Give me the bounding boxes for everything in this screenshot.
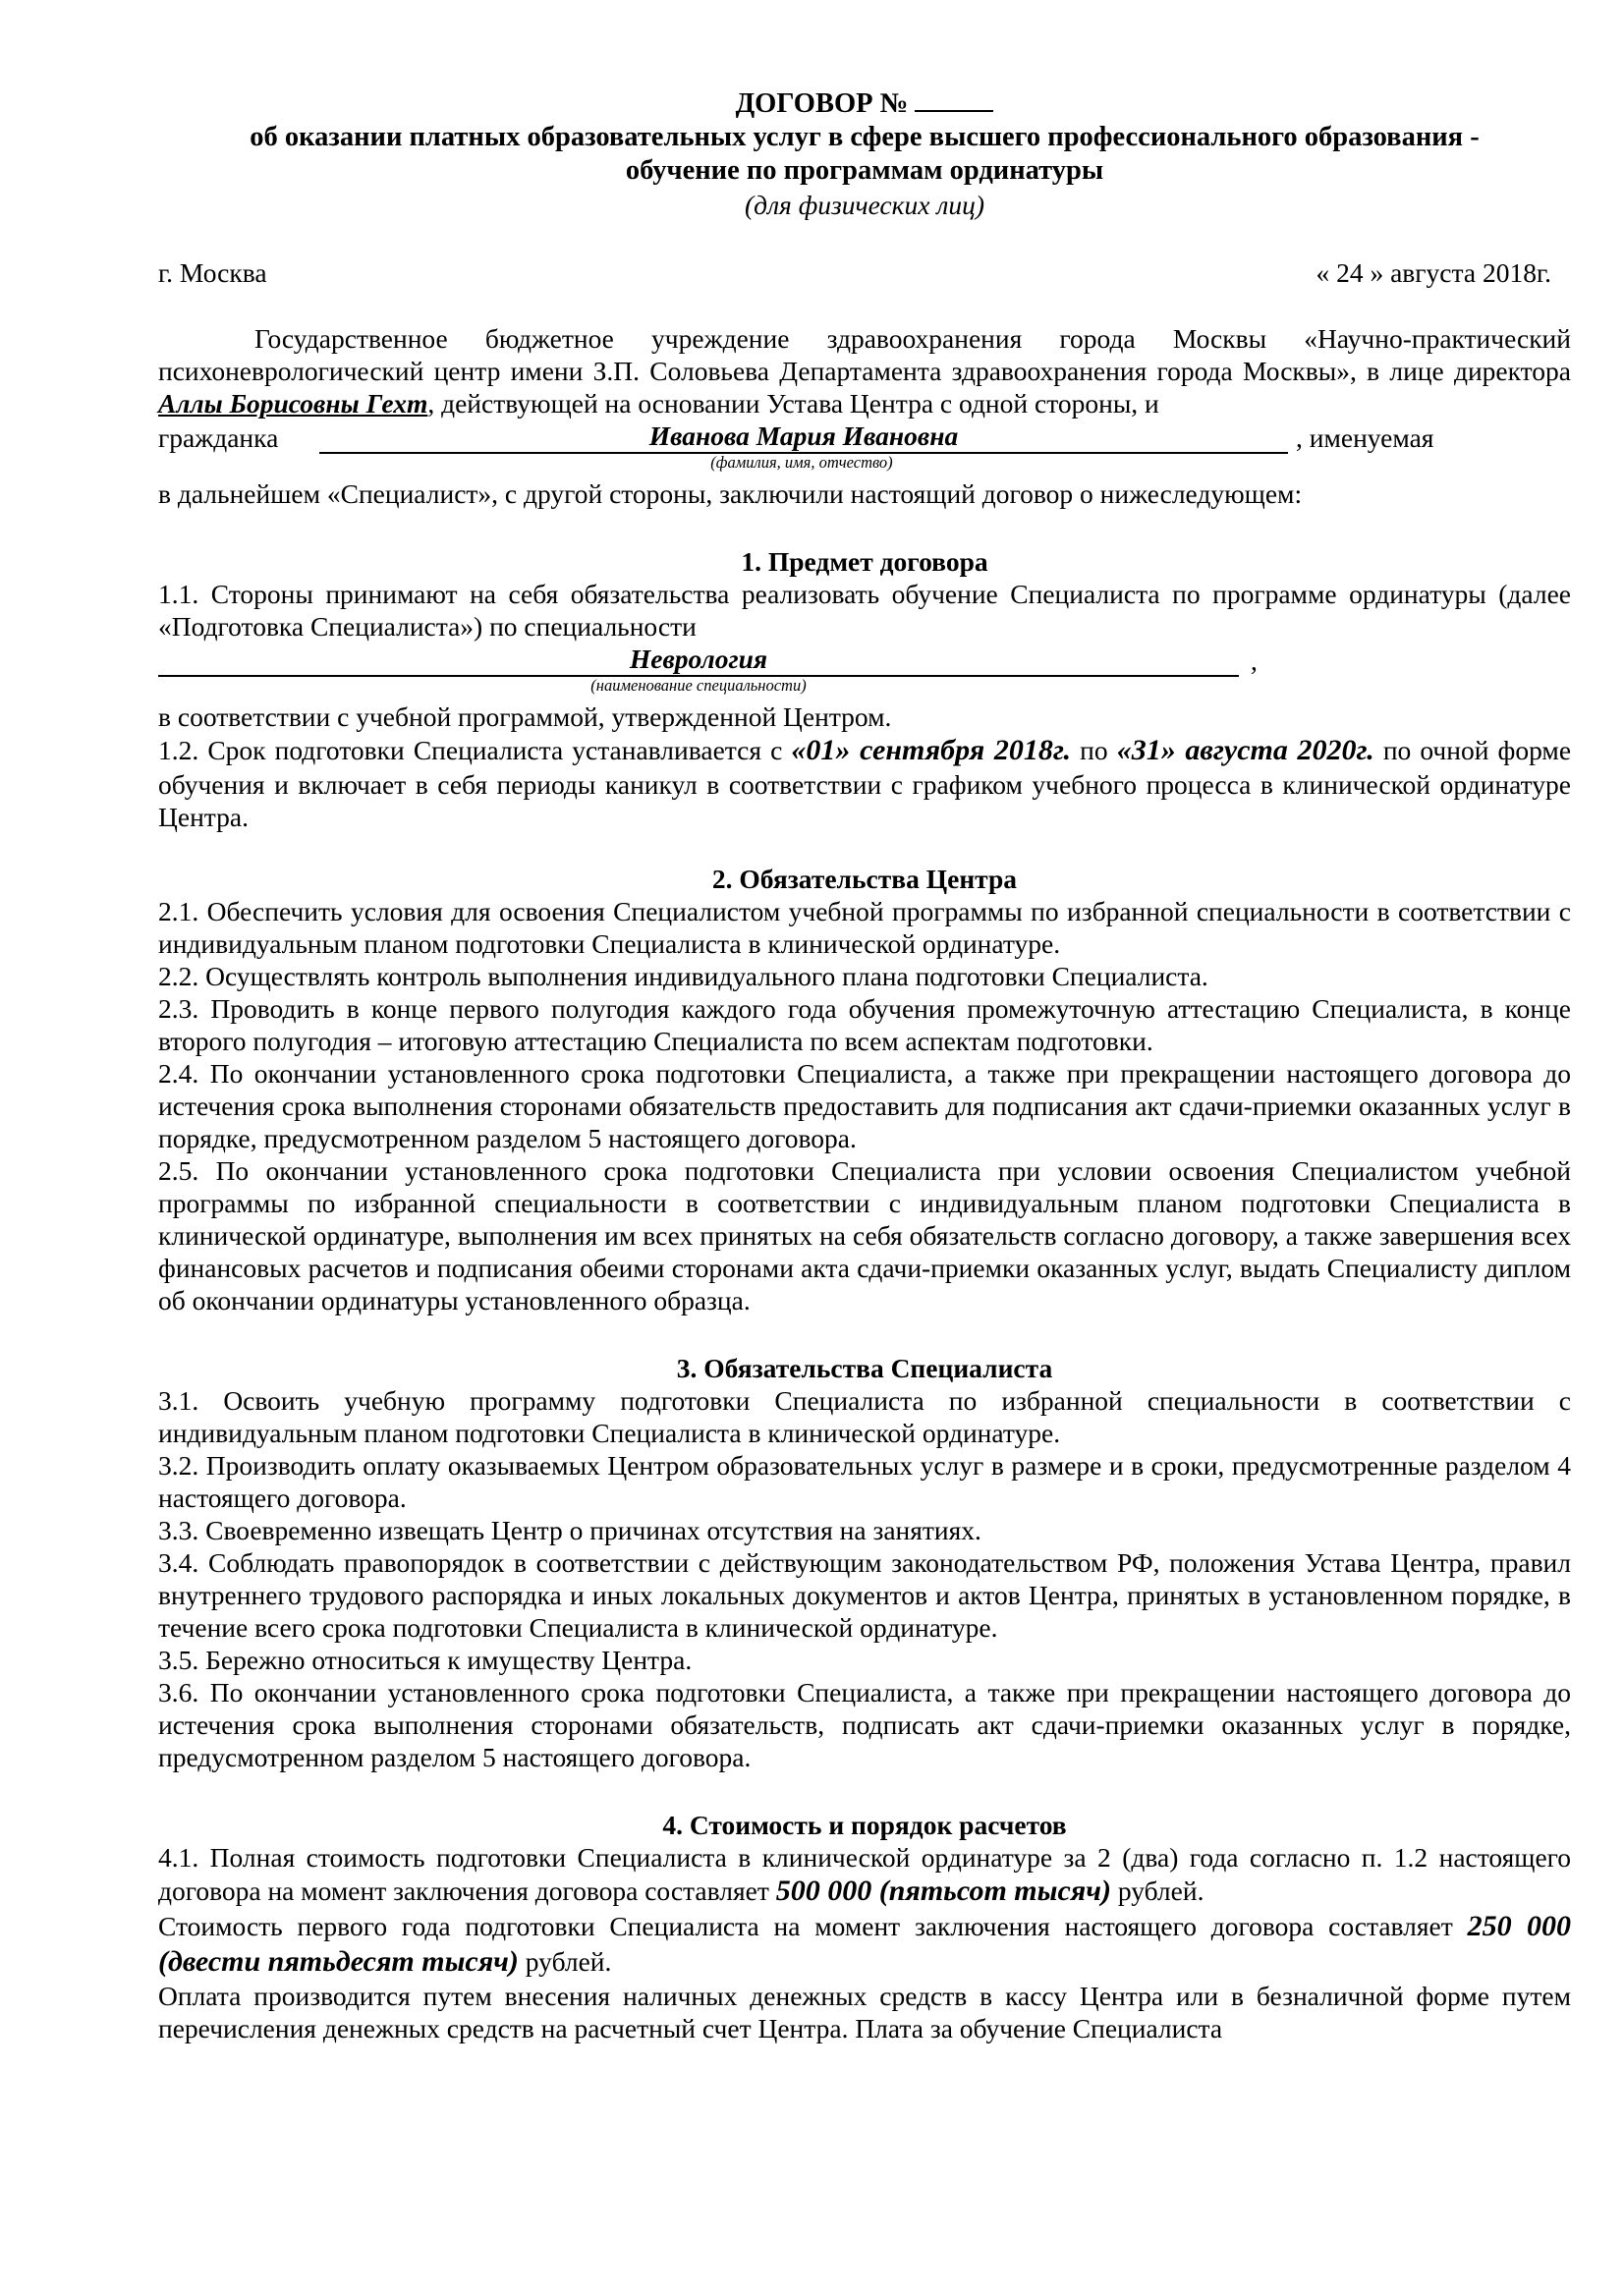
clause-2-4: 2.4. По окончании установленного срока подготовки Специалиста, а также при прекращении настоящего договора до истечения срока выполнения сторонами обязательств предоставить для подписания акт сдачи-приемки оказанных услуг в порядке, предусмотренном разделом 5 настоящего договора.	[158, 1057, 1571, 1153]
clause-4-1-b: Стоимость первого года подготовки Специалиста на момент заключения настоящего договора составляет 250 000 (двести пятьдесят тысяч) рублей.	[158, 1909, 1572, 1978]
citizen-row	[158, 420, 1571, 454]
clause-2-2: 2.2. Осуществлять контроль выполнения индивидуального плана подготовки Специалиста.	[158, 960, 1208, 991]
clause-3-1: 3.1. Освоить учебную программу подготовки Специалиста по избранной специальности в соответствии с индивидуальным планом подготовки Специалиста в клинической ординатуре.	[158, 1384, 1571, 1448]
preamble-end: в дальнейшем «Специалист», с другой стороны, заключили настоящий договор о нижеследующем:	[158, 477, 1303, 509]
citizen-caption: (фамилия, имя, отчество)	[710, 452, 893, 472]
contract-subtitle-2: обучение по программам ординатуры	[625, 155, 1104, 187]
total-cost: 500 000 (пятьсот тысяч)	[775, 1874, 1111, 1907]
clause-4-1: 4.1. Полная стоимость подготовки Специалиста в клинической ординатуре за 2 (два) года согласно п. 1.2 настоящего договора на момент заключения договора составляет 500 000 (пятьсот тысяч) рублей.	[158, 1841, 1571, 1907]
contract-number-blank	[915, 86, 993, 112]
citizen-suffix: , именуемая	[1296, 421, 1434, 453]
preamble-paragraph: Государственное бюджетное учреждение здравоохранения города Москвы «Научно-практический психоневрологический центр имени З.П. Соловьева Департамента здравоохранения города Москвы», в лице директора Аллы Борисовны Гехт, действующей на основании Устава Центра с одной стороны, и	[158, 322, 1571, 419]
contract-subtitle-1: об оказании платных образовательных услуг в сфере высшего профессионального образования -	[250, 122, 1480, 153]
specialty-row: Неврология ,	[158, 643, 1571, 677]
contract-subtitle-3: (для физических лиц)	[745, 189, 984, 220]
end-date: «31» августа 2020г.	[1116, 733, 1374, 766]
city: г. Москва	[158, 256, 267, 288]
citizen-name-field: Иванова Мария Ивановна	[319, 420, 1288, 454]
clause-2-5: 2.5. По окончании установленного срока подготовки Специалиста при условии освоения Специалистом учебной программы по избранной специальности в соответствии с индивидуальным планом подготовки Специалиста в клинической ординатуре, выполнения им всех принятых на себя обязательств согласно договору, а также завершения всех финансовых расчетов и подписания обеими сторонами акта сдачи-приемки оказанных услуг, выдать Специалисту диплом об окончании ординатуры установленного образца.	[158, 1154, 1571, 1315]
clause-4-1-c: Оплата производится путем внесения наличных денежных средств в кассу Центра или в безналичной форме путем перечисления денежных средств на расчетный счет Центра. Плата за обучение Специалиста	[158, 1980, 1571, 2043]
clause-3-3: 3.3. Своевременно извещать Центр о причинах отсутствия на занятиях.	[158, 1514, 981, 1545]
clause-1-1-end: в соответствии с учебной программой, утвержденной Центром.	[158, 700, 892, 732]
year-cost: 250 000 (двести пятьдесят тысяч)	[158, 1909, 1572, 1978]
specialty-field: Неврология	[158, 643, 1239, 677]
clause-1-2: 1.2. Срок подготовки Специалиста устанавливается с «01» сентября 2018г. по «31» августа 2020г. по очной форме обучения и включает в себя периоды каникул в соответствии с графиком учебного процесса в клинической ординатуре Центра.	[158, 733, 1572, 832]
clause-1-1: 1.1. Стороны принимают на себя обязательства реализовать обучение Специалиста по программе ординатуры (далее «Подготовка Специалиста») по специальности	[158, 578, 1571, 642]
clause-3-2: 3.2. Производить оплату оказываемых Центром образовательных услуг в размере и в сроки, предусмотренные разделом 4 настоящего договора.	[158, 1449, 1571, 1513]
director-name: Аллы Борисовны Гехт	[158, 387, 428, 419]
contract-date: « 24 » августа 2018г.	[1316, 256, 1551, 288]
clause-3-6: 3.6. По окончании установленного срока подготовки Специалиста, а также при прекращении настоящего договора до истечения срока выполнения сторонами обязательств, подписать акт сдачи-приемки оказанных услуг в порядке, предусмотренном разделом 5 настоящего договора.	[158, 1676, 1571, 1772]
contract-title: ДОГОВОР №	[158, 86, 1571, 121]
clause-2-1: 2.1. Обеспечить условия для освоения Специалистом учебной программы по избранной специальности в соответствии с индивидуальным планом подготовки Специалиста в клинической ординатуре.	[158, 895, 1571, 959]
clause-3-4: 3.4. Соблюдать правопорядок в соответствии с действующим законодательством РФ, положения Устава Центра, правил внутреннего трудового распорядка и иных локальных документов и актов Центра, принятых в установленном порядке, в течение всего срока подготовки Специалиста в клинической ординатуре.	[158, 1546, 1571, 1643]
section-4-heading: 4. Стоимость и порядок расчетов	[662, 1809, 1067, 1840]
contract-page	[158, 86, 1571, 2044]
section-1-heading: 1. Предмет договора	[741, 545, 988, 577]
clause-2-3: 2.3. Проводить в конце первого полугодия каждого года обучения промежуточную аттестацию Специалиста, в конце второго полугодия – итоговую аттестацию Специалиста по всем аспектам подготовки.	[158, 992, 1571, 1056]
section-2-heading: 2. Обязательства Центра	[711, 863, 1018, 894]
section-3-heading: 3. Обязательства Специалиста	[676, 1352, 1053, 1383]
place-date-row	[158, 256, 1571, 289]
start-date: «01» сентября 2018г.	[791, 733, 1072, 766]
citizen-label: гражданка	[158, 421, 279, 453]
specialty-caption: (наименование специальности)	[590, 675, 807, 695]
clause-3-5: 3.5. Бережно относиться к имуществу Центра.	[158, 1644, 693, 1675]
